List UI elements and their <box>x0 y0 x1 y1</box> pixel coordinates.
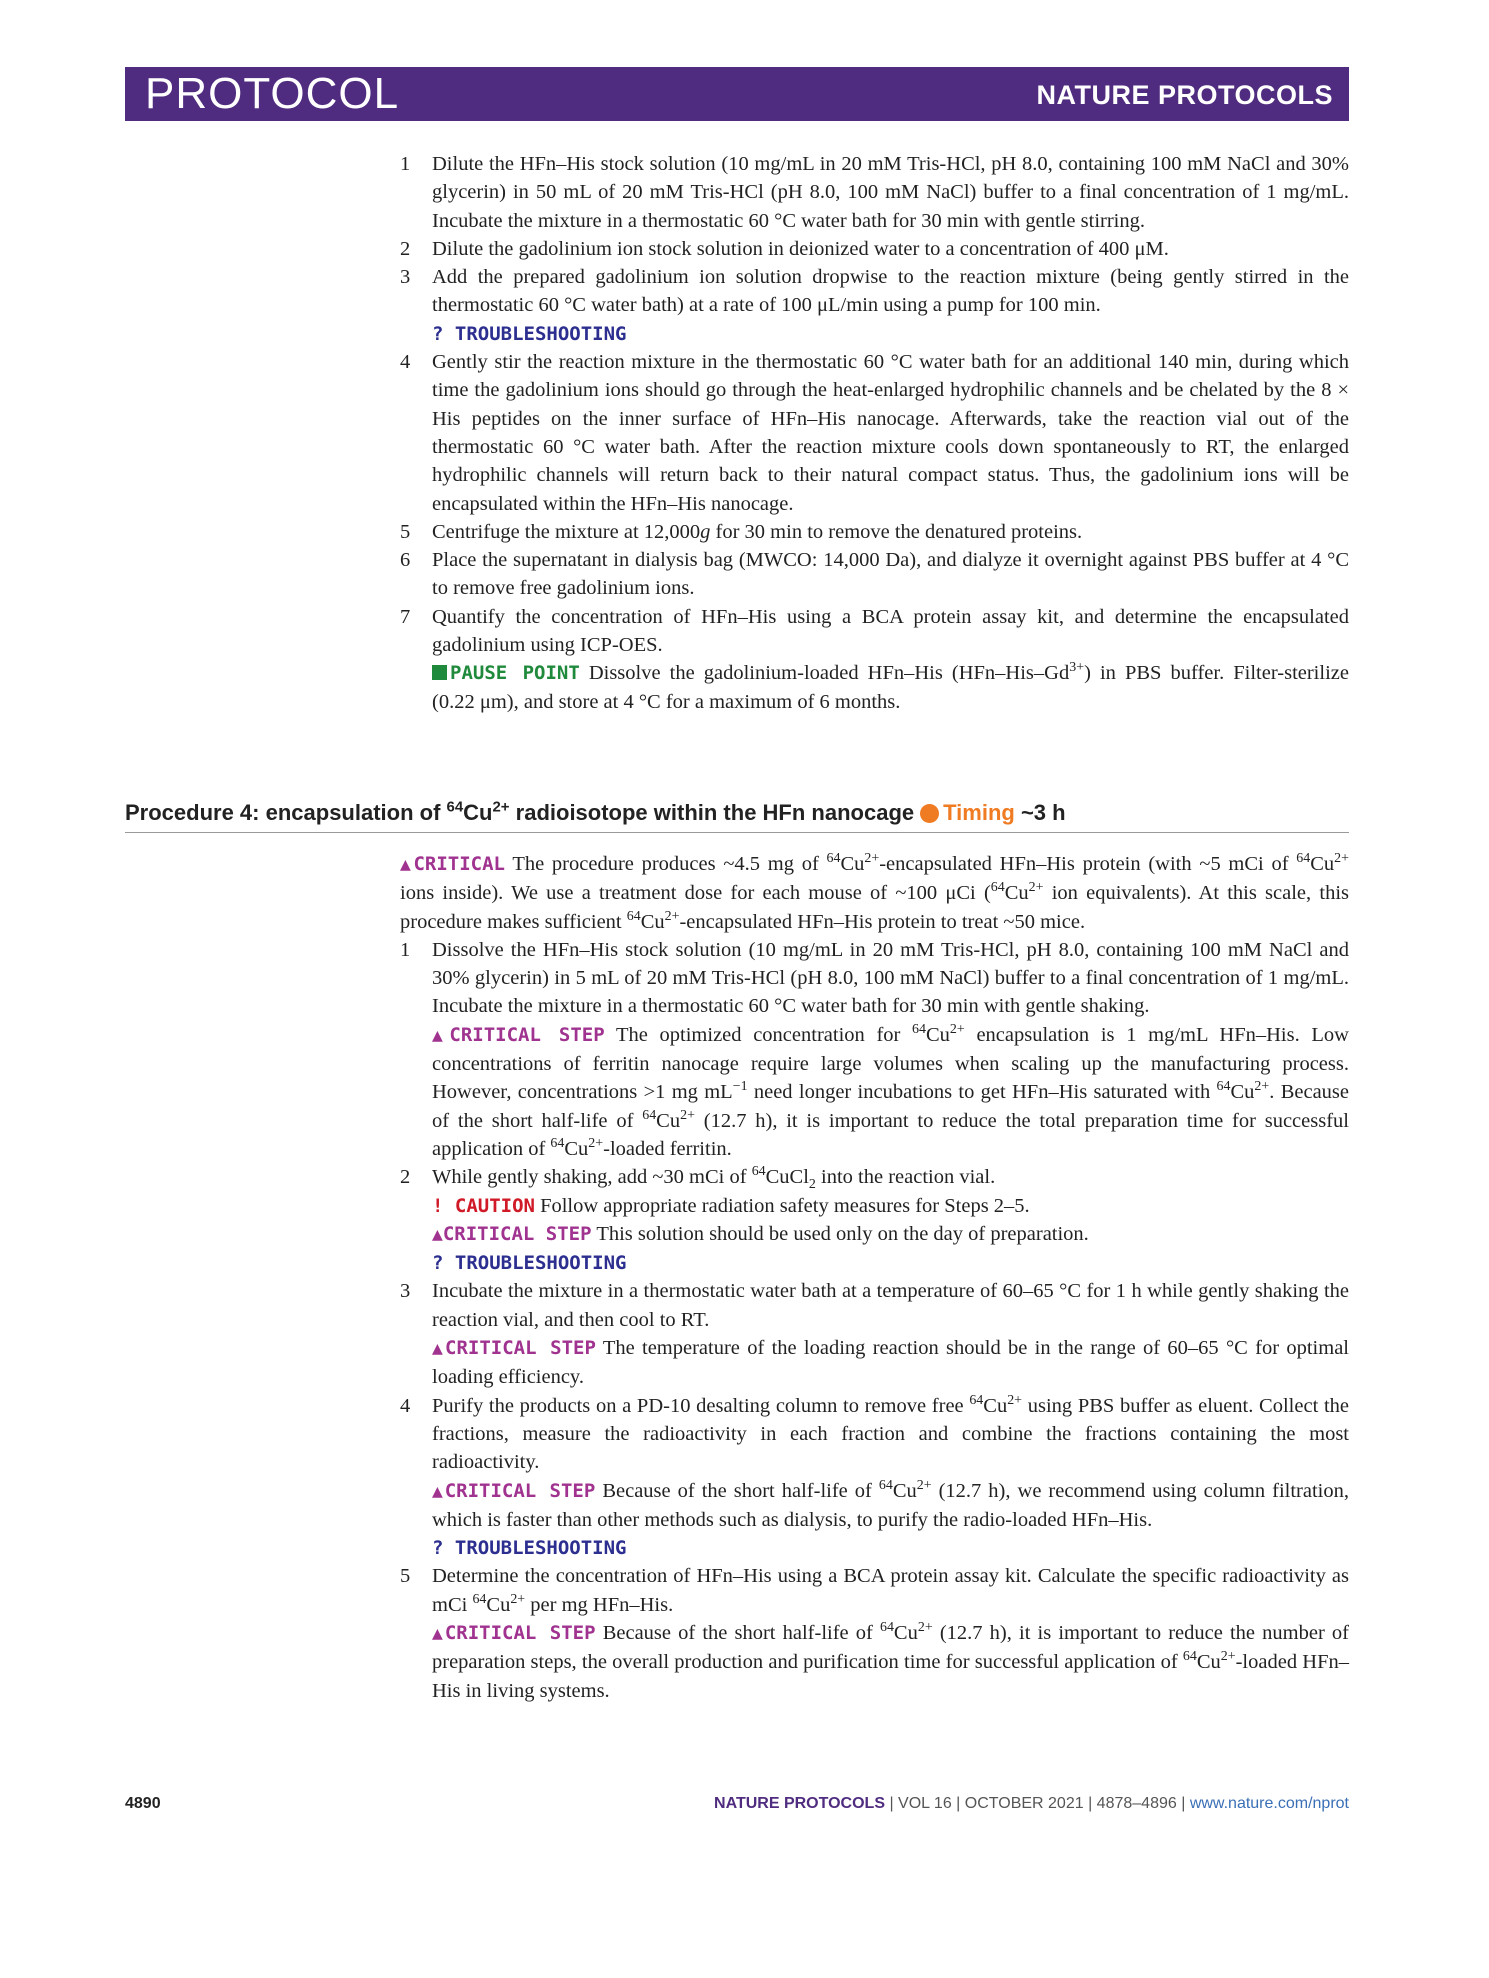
critical-triangle-icon: ▲ <box>432 1223 443 1245</box>
troubleshooting-link[interactable]: ? TROUBLESHOOTING <box>432 322 627 345</box>
timing-dot-icon <box>920 804 939 823</box>
step-4: 4 Gently stir the reaction mixture in the thermostatic 60 °C water bath for an additional 140 min, during which time the gadolinium ions should go through the heat-enlarged hydrophilic channels and be chelated by the 8 × His peptides on the inner surface of HFn–His nanocage. Afterwards, take the reaction vial out of the thermostatic 60 °C water bath. After the reaction mixture cools down spontaneously to RT, the enlarged hydrophilic channels will return back to their natural compact status. Thus, the gadolinium ions will be encapsulated within the HFn–His nanocage. <box>400 351 1349 515</box>
critical-step-note: ▲CRITICAL STEP The temperature of the loading reaction should be in the range of 60–65 °C for optimal loading efficiency. <box>432 1337 1349 1389</box>
troubleshooting-link[interactable]: ? TROUBLESHOOTING <box>432 1252 627 1275</box>
step-2: 2 Dilute the gadolinium ion stock solution in deionized water to a concentration of 400 μM. <box>400 237 1169 260</box>
step-5: 5 Centrifuge the mixture at 12,000g for 30 min to remove the denatured proteins. <box>400 520 1083 543</box>
critical-note: ▲CRITICAL The procedure produces ~4.5 mg of $^{64}Cu^{2+}$-encapsulated HFn–His protein (with ~5 mCi of $^{64}Cu^{2+}$ ions inside). We use a treatment dose for each mouse of ~100 μCi ($^{64}Cu^{2+}$ ion equivalents). At this scale, this procedure makes sufficient $^{64}Cu^{2+}$-encapsulated HFn–His protein to treat ~50 mice. <box>400 851 1349 933</box>
pause-square-icon <box>432 665 447 680</box>
critical-triangle-icon: ▲ <box>432 1623 445 1645</box>
section-heading: Procedure 4: encapsulation of $^{64}Cu^{2+}$ radioisotope within the HFn nanocage Timing ~3 h <box>125 800 1349 833</box>
critical-step-note: ▲CRITICAL STEP Because of the short half-life of $^{64}Cu^{2+}$ (12.7 h), it is important to reduce the number of preparation steps, the overall production and purification time for successful application of $^{64}Cu^{2+}$-loaded HFn–His in living systems. <box>432 1620 1349 1702</box>
step-6: 6 Place the supernatant in dialysis bag (MWCO: 14,000 Da), and dialyze it overnight against PBS buffer at 4 °C to remove free gadolinium ions. <box>400 549 1349 600</box>
step-2: 2 While gently shaking, add ~30 mCi of $^{64}$CuCl$_2$ into the reaction vial. ! CAUTION Follow appropriate radiation safety measures for Steps 2–5. ▲CRITICAL STEP This solution should be used only on the day of preparation. ? TROUBLESHOOTING <box>400 1163 1349 1277</box>
caution-note: ! CAUTION Follow appropriate radiation safety measures for Steps 2–5. <box>432 1194 1030 1217</box>
critical-triangle-icon: ▲ <box>432 1024 450 1046</box>
step-3: 3 Incubate the mixture in a thermostatic water bath at a temperature of 60–65 °C for 1 h while gently shaking the reaction vial, and then cool to RT. ▲CRITICAL STEP The temperature of the loading reaction should be in the range of 60–65 °C for optimal loading efficiency. <box>400 1277 1349 1391</box>
critical-triangle-icon: ▲ <box>432 1338 446 1360</box>
critical-step-note: ▲CRITICAL STEP Because of the short half-life of $^{64}Cu^{2+}$ (12.7 h), we recommend using column filtration, which is faster than other methods such as dialysis, to purify the radio-loaded HFn–His. <box>432 1477 1349 1531</box>
critical-step-note: ▲CRITICAL STEP The optimized concentration for $^{64}Cu^{2+}$ encapsulation is 1 mg/mL HFn–His. Low concentrations of ferritin nanocage require large volumes when scaling up the manufacturing process. However, concentrations >1 mg $mL^{-1}$ need longer incubations to get HFn–His saturated with $^{64}Cu^{2+}$. Because of the short half-life of $^{64}Cu^{2+}$ (12.7 h), it is important to reduce the total preparation time for successful application of $^{64}Cu^{2+}$-loaded ferritin. <box>432 1021 1349 1160</box>
critical-triangle-icon: ▲ <box>432 1480 445 1502</box>
step-7: 7 Quantify the concentration of HFn–His using a BCA protein assay kit, and determine the encapsulated gadolinium using ICP-OES. PAUSE POINT Dissolve the gadolinium-loaded HFn–His $(HFn-His-Gd^{3+})$ in PBS buffer. Filter-sterilize (0.22 μm), and store at 4 °C for a maximum of 6 months. <box>400 603 1349 716</box>
step-1: 1 Dilute the HFn–His stock solution (10 mg/mL in 20 mM Tris-HCl, pH 8.0, containing 100 mM NaCl and 30% glycerin) in 50 mL of 20 mM Tris-HCl (pH 8.0, 100 mM NaCl) buffer to a final concentration of 1 mg/mL. Incubate the mixture in a thermostatic 60 °C water bath for 30 min with gentle stirring. <box>400 153 1349 232</box>
troubleshooting-link[interactable]: ? TROUBLESHOOTING <box>432 1537 627 1560</box>
procedure-3-steps <box>400 150 1349 716</box>
journal-url-link[interactable]: www.nature.com/nprot <box>1189 1795 1349 1812</box>
step-1: 1 Dissolve the HFn–His stock solution (10 mg/mL in 20 mM Tris-HCl, pH 8.0, containing 100 mM NaCl and 30% glycerin) in 5 mL of 20 mM Tris-HCl (pH 8.0, 100 mM NaCl) buffer to a final concentration of 1 mg/mL. Incubate the mixture in a thermostatic 60 °C water bath for 30 min with gentle shaking. ▲CRITICAL STEP The optimized concentration for $^{64}Cu^{2+}$ encapsulation is 1 mg/mL HFn–His. Low concentrations of ferritin nanocage require large volumes when scaling up the manufacturing process. However, concentrations >1 mg $mL^{-1}$ need longer incubations to get HFn–His saturated with $^{64}Cu^{2+}$. Because of the short half-life of $^{64}Cu^{2+}$ (12.7 h), it is important to reduce the total preparation time for successful application of $^{64}Cu^{2+}$-loaded ferritin. <box>400 936 1349 1163</box>
step-3: 3 Add the prepared gadolinium ion solution dropwise to the reaction mixture (being gently stirred in the thermostatic 60 °C water bath) at a rate of 100 μL/min using a pump for 100 min. ? TROUBLESHOOTING <box>400 263 1349 348</box>
procedure-4-steps <box>400 850 1349 1705</box>
critical-step-note: ▲CRITICAL STEP This solution should be used only on the day of preparation. <box>432 1222 1089 1245</box>
critical-triangle-icon: ▲ <box>400 854 414 875</box>
header-banner <box>125 67 1349 121</box>
step-5: 5 Determine the concentration of HFn–His using a BCA protein assay kit. Calculate the specific radioactivity as mCi $^{64}Cu^{2+}$ per mg HFn–His. ▲CRITICAL STEP Because of the short half-life of $^{64}Cu^{2+}$ (12.7 h), it is important to reduce the number of preparation steps, the overall production and purification time for successful application of $^{64}Cu^{2+}$-loaded HFn–His in living systems. <box>400 1562 1349 1704</box>
step-4: 4 Purify the products on a PD-10 desalting column to remove free $^{64}Cu^{2+}$ using PBS buffer as eluent. Collect the fractions, measure the radioactivity in each fraction and combine the fractions containing the most radioactivity. ▲CRITICAL STEP Because of the short half-life of $^{64}Cu^{2+}$ (12.7 h), we recommend using column filtration, which is faster than other methods such as dialysis, to purify the radio-loaded HFn–His. ? TROUBLESHOOTING <box>400 1392 1349 1563</box>
page-number: 4890 <box>125 1795 161 1812</box>
pause-point-note: PAUSE POINT Dissolve the gadolinium-loaded HFn–His $(HFn-His-Gd^{3+})$ in PBS buffer. Filter-sterilize (0.22 μm), and store at 4 °C for a maximum of 6 months. <box>432 660 1349 713</box>
journal-name: NATURE PROTOCOLS <box>1036 80 1333 110</box>
footer-citation: NATURE PROTOCOLS | VOL 16 | OCTOBER 2021 | 4878–4896 | www.nature.com/nprot <box>714 1795 1349 1812</box>
article-type: PROTOCOL <box>145 69 400 118</box>
